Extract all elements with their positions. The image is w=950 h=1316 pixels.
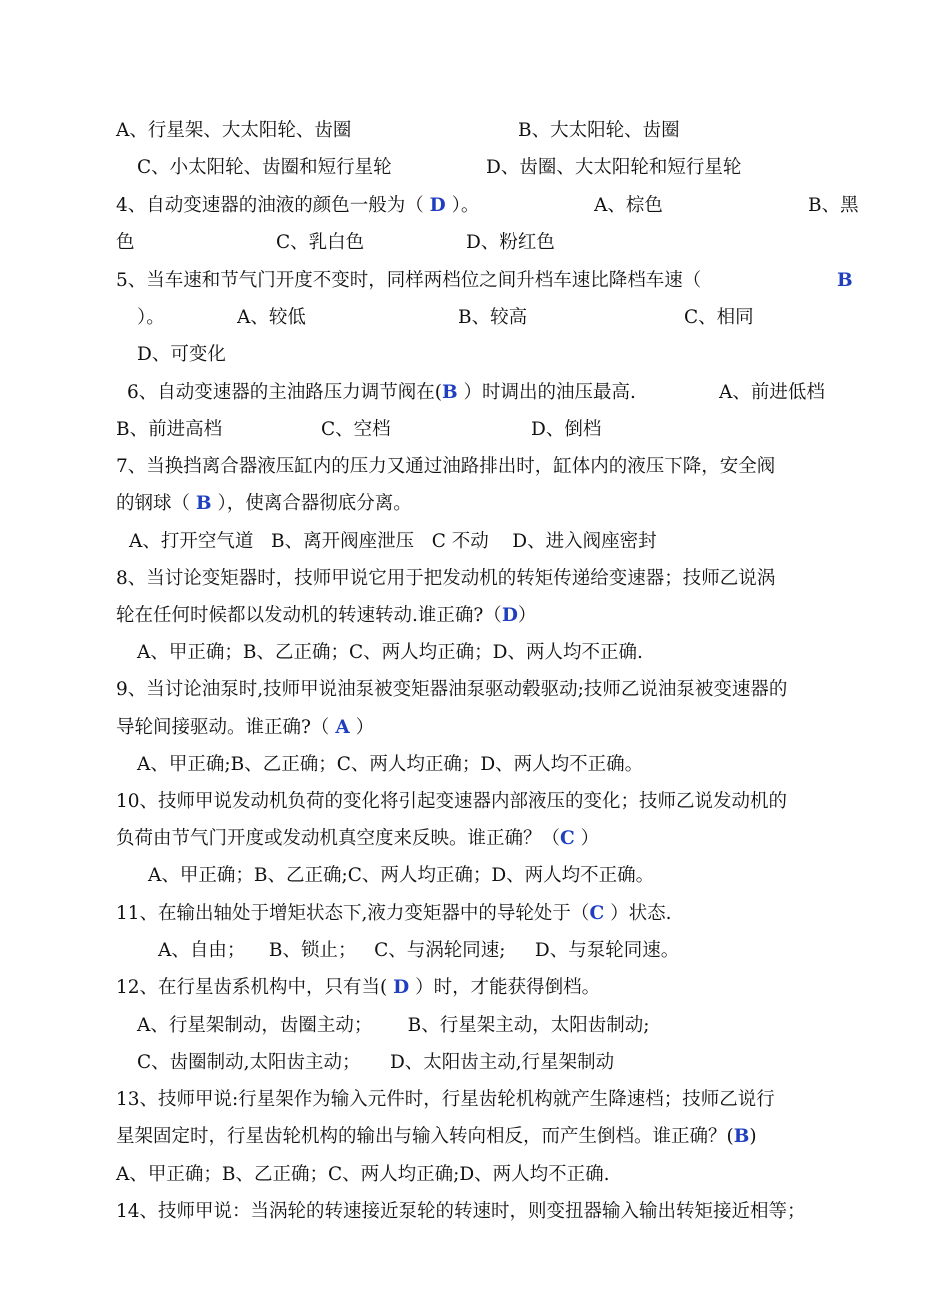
q5-option-d: D、可变化 (137, 344, 226, 365)
q13-line-2 (116, 1125, 757, 1149)
q12-answer: D (393, 977, 410, 998)
q3-option-a: A、行星架、大太阳轮、齿圈 (116, 120, 352, 141)
q11-stem (116, 902, 671, 926)
q3-option-d: D、齿圈、大太阳轮和短行星轮 (486, 157, 742, 178)
q9-line-2-close: ） (355, 717, 375, 738)
q5-option-c: C、相同 (684, 307, 754, 328)
q13-line-1: 13、技师甲说:行星架作为输入元件时，行星齿轮机构就产生降速档；技师乙说行 (116, 1089, 775, 1110)
q7-line-2-text: 的钢球（ (116, 493, 191, 514)
q6-answer: B (442, 382, 458, 403)
q13-options: A、甲正确；B、乙正确；C、两人均正确;D、两人均不正确. (116, 1164, 610, 1185)
q9-options: A、甲正确;B、乙正确；C、两人均正确；D、两人均不正确。 (137, 754, 644, 775)
q10-line-2-text: 负荷由节气门开度或发动机真空度来反映。谁正确？（ (116, 828, 561, 849)
q4-option-b: B、黑 (808, 195, 859, 216)
q7-options: A、打开空气道 B、离开阀座泄压 C 不动 D、进入阀座密封 (129, 531, 657, 552)
q12-stem-close: ）时，才能获得倒档。 (415, 977, 601, 998)
q10-options: A、甲正确；B、乙正确;C、两人均正确；D、两人均不正确。 (148, 865, 655, 886)
q6-option-c: C、空档 (321, 419, 391, 440)
q9-line-1: 9、当讨论油泵时,技师甲说油泵被变矩器油泵驱动毂驱动;技师乙说油泵被变速器的 (116, 679, 788, 700)
q12-options-1: A、行星架制动，齿圈主动； B、行星架主动，太阳齿制动; (137, 1015, 650, 1036)
q4-option-c: C、乳白色 (276, 232, 365, 253)
q3-option-c: C、小太阳轮、齿圈和短行星轮 (137, 157, 392, 178)
q13-line-2-close: ) (749, 1126, 757, 1147)
q5-answer: B (837, 270, 853, 291)
q9-line-2-text: 导轮间接驱动。谁正确?（ (116, 717, 330, 738)
q4-stem-text: 4、自动变速器的油液的颜色一般为（ (116, 195, 424, 216)
q4-option-a: A、棕色 (594, 195, 663, 216)
q6-stem-text: 6、自动变速器的主油路压力调节阀在( (127, 382, 442, 403)
q7-answer: B (195, 493, 212, 514)
q5-stem: 5、当车速和节气门开度不变时，同样两档位之间升档车速比降档车速（ (116, 270, 702, 291)
q9-answer: A (335, 717, 350, 738)
q8-line-2 (116, 604, 536, 628)
q4-stem-close: ）。 (451, 195, 480, 216)
q10-line-2 (116, 827, 599, 851)
q8-answer: D (501, 605, 518, 626)
q6-option-d: D、倒档 (531, 419, 602, 440)
q7-line-2 (116, 492, 412, 516)
q7-line-2-close: ），使离合器彻底分离。 (217, 493, 412, 514)
q8-options: A、甲正确；B、乙正确；C、两人均正确；D、两人均不正确. (137, 642, 643, 663)
q7-line-1: 7、当换挡离合器液压缸内的压力又通过油路排出时，缸体内的液压下降，安全阀 (116, 456, 776, 477)
q8-line-1: 8、当讨论变矩器时，技师甲说它用于把发动机的转矩传递给变速器；技师乙说涡 (116, 568, 776, 589)
q10-line-2-close: ） (580, 828, 600, 849)
q5-option-a: A、较低 (237, 307, 306, 328)
q5-stem-close: ）。 (137, 307, 165, 328)
q4-option-d: D、粉红色 (466, 232, 555, 253)
q14-line-1: 14、技师甲说：当涡轮的转速接近泵轮的转速时，则变扭器输入输出转矩接近相等； (116, 1201, 806, 1222)
q3-option-b: B、大太阳轮、齿圈 (518, 120, 680, 141)
q12-stem (116, 976, 600, 1000)
q9-line-2 (116, 716, 374, 740)
q10-line-1: 10、技师甲说发动机负荷的变化将引起变速器内部液压的变化；技师乙说发动机的 (116, 791, 788, 812)
q12-stem-text: 12、在行星齿系机构中，只有当( (116, 977, 388, 998)
q4-option-b-cont: 色 (116, 232, 135, 253)
q10-answer: C (560, 828, 575, 849)
q6-option-b: B、前进高档 (116, 419, 223, 440)
q6-stem (127, 381, 636, 405)
q4-stem (116, 194, 479, 218)
q13-answer: B (733, 1126, 750, 1147)
q6-option-a: A、前进低档 (719, 382, 825, 403)
q8-line-2-close: ） (517, 605, 537, 626)
q6-stem-close: ）时调出的油压最高. (463, 382, 636, 403)
q5-option-b: B、较高 (458, 307, 528, 328)
q11-options: A、自由； B、锁止； C、与涡轮同速; D、与泵轮同速。 (158, 940, 680, 961)
q13-line-2-text: 星架固定时，行星齿轮机构的输出与输入转向相反，而产生倒档。谁正确？( (116, 1126, 734, 1147)
q11-stem-close: ）状态. (610, 903, 672, 924)
q11-stem-text: 11、在输出轴处于增矩状态下,液力变矩器中的导轮处于（ (116, 903, 590, 924)
q8-line-2-text: 轮在任何时候都以发动机的转速转动.谁正确?（ (116, 605, 502, 626)
q11-answer: C (589, 903, 605, 924)
q12-options-2: C、齿圈制动,太阳齿主动； D、太阳齿主动,行星架制动 (137, 1052, 615, 1073)
q4-answer: D (429, 195, 446, 216)
